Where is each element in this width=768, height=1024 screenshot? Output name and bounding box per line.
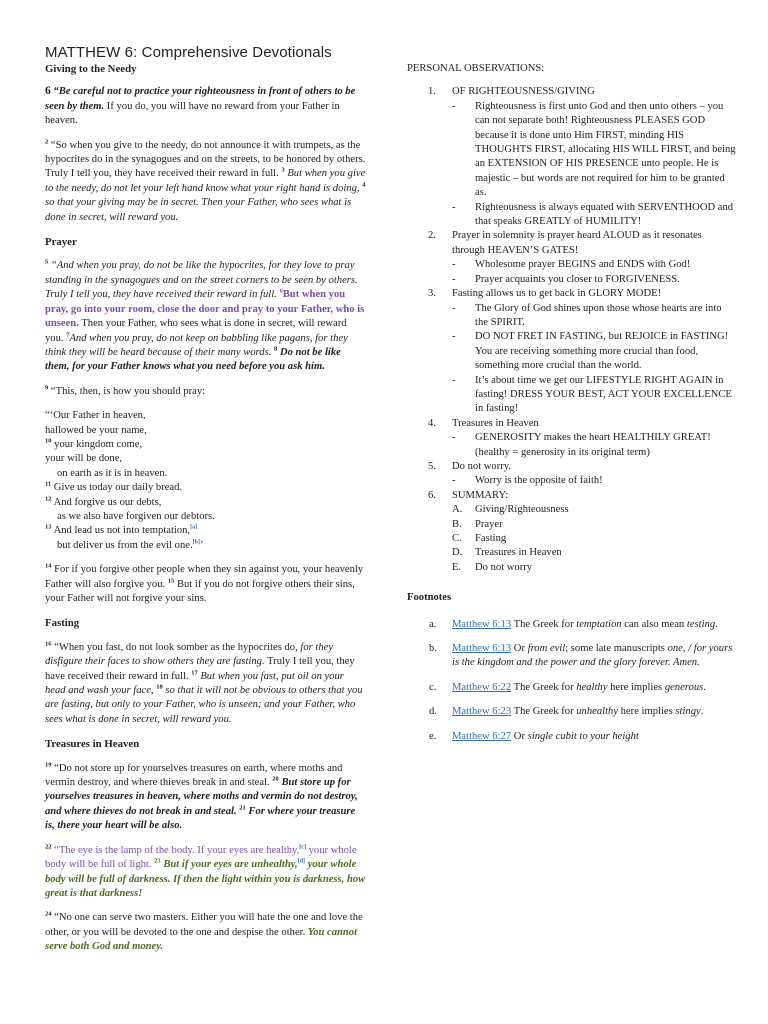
footnote-item: e. Matthew 6:27 Or single cubit to your height [429, 730, 639, 742]
observations-column [407, 62, 737, 754]
observation-sub-item: - Worry is the opposite of faith! [452, 475, 603, 487]
footnote-link-d[interactable]: [d] [297, 858, 306, 865]
section-heading-fasting: Fasting [45, 617, 80, 630]
footnote-verse-link[interactable]: Matthew 6:22 [452, 681, 512, 693]
footnote-link-c[interactable]: [c] [299, 844, 306, 851]
observation-sub-item: - Righteousness is first unto God and then unto others – you can not separate both! Righteousness PLEASES GOD because it is done unto Him FIRST, minding HIS THOUGHTS FIRST, allocating HIS WILL FIRST, and being an EXTENSION OF HIS PRESENCE unto people. He is majestic – but words are not required for him to be granted as. [452, 100, 736, 199]
observation-sub-item: - GENEROSITY makes the heart HEALTHILY GREAT! (healthy = generosity in its original term) [452, 432, 711, 458]
summary-list [452, 503, 737, 575]
observations-list [407, 85, 737, 575]
summary-entry: D. Treasures in Heaven [452, 547, 562, 559]
footnote-item: d. Matthew 6:23 The Greek for unhealthy here implies stingy. [429, 706, 704, 718]
verse-6-1: 6 “Be careful not to practice your righteousness in front of others to be seen by them. If you do, you will have no reward from your Father in heaven. [45, 85, 356, 127]
verse-19-21: $^{19}$ “Do not store up for yourselves treasures on earth, where moths and vermin destroy, and where thieves break in and steal. $^{20}$ But store up for yourselves treasures in heaven, where moths and vermin do not destroy, and where thieves do not break in and steal. $^{21}$ For where your treasure is, there your heart will be also. [45, 761, 358, 832]
verse-1-emphasis: Be careful not to practice your righteousness in front of others to be seen by them. [45, 86, 356, 112]
observation-item: 1. OF RIGHTEOUSNESS/GIVING - Righteousness is first unto God and then unto others – you can not separate both! Righteousness PLEASES GOD because it is done unto Him FIRST, minding HIS THOUGHTS FIRST, allocating HIS WILL FIRST, and being an EXTENSION OF HIS PRESENCE unto people. He is majestic – but words are not required for him to be granted as. - Righteousness is always equated with SERVENTHOOD and that speaks GREATLY of HUMILITY! [407, 85, 737, 229]
scripture-column [45, 62, 367, 965]
observation-item: 5. Do not worry. - Worry is the opposite of faith! [407, 460, 737, 489]
footnotes-heading: Footnotes [407, 592, 452, 604]
verse-24: $^{24}$ “No one can serve two masters. Either you will hate the one and love the other, or you will be devoted to the one and despise the other. You cannot serve both God and money. [45, 910, 363, 953]
verse-9: $^9$ “This, then, is how you should pray: [45, 384, 206, 397]
footnote-link-a[interactable]: [a] [190, 524, 198, 531]
observation-sub-item: - The Glory of God shines upon those whose hearts are into the SPIRIT. [452, 302, 722, 328]
summary-entry: E. Do not worry [452, 561, 533, 573]
verse-14-15: $^{14}$ For if you forgive other people when they sin against you, your heavenly Father will also forgive you. $^{15}$ But if you do not forgive others their sins, your Father will not forgive your sins. [45, 562, 364, 604]
footnote-item: b. Matthew 6:13 Or from evil; some late manuscripts one, / for yours is the kingdom and the power and the glory forever. Amen. [429, 643, 733, 669]
observation-sub-item: - Wholesome prayer BEGINS and ENDS with God! [452, 259, 691, 271]
summary-entry: C. Fasting [452, 533, 507, 544]
footnote-verse-link[interactable]: Matthew 6:13 [452, 643, 512, 655]
observations-heading: PERSONAL OBSERVATIONS: [407, 63, 545, 74]
observation-item: 2. Prayer in solemnity is prayer heard ALOUD as it resonates through HEAVEN’S GATES! - Wholesome prayer BEGINS and ENDS with God! - Prayer acquaints you closer to FORGIVENESS. [407, 229, 737, 287]
footnote-link-b[interactable]: [b] [192, 539, 200, 546]
summary-entry: A. Giving/Righteousness [452, 504, 569, 516]
lords-prayer: “‘Our Father in heaven, hallowed be your name, $^{10}$ your kingdom come, your will be done, on earth as it is in heaven. $^{11}$ Give us today our daily bread. $^{12}$ And forgive us our debts, as we also have forgiven our debtors. $^{13}$ And lead us not into temptation,[a] but deliver us from the evil one.[b]’ [45, 410, 215, 551]
verse-22-23: $^{22}$ “The eye is the lamp of the body. If your eyes are healthy,[c] your whole body will be full of light. $^{23}$ But if your eyes are unhealthy,[d] your whole body will be full of darkness. If then the light within you is darkness, how great is that darkness! [45, 843, 366, 899]
footnote-item: a. Matthew 6:13 The Greek for temptation can also mean testing. [429, 618, 718, 630]
footnotes-list [407, 618, 737, 744]
verse-5-8: $^5$ “And when you pray, do not be like the hypocrites, for they love to pray standing in the synagogues and on the street corners to be seen by others. Truly I tell you, they have received their reward in full. $^6$But when you pray, go into your room, close the door and pray to your Father, who is unseen. Then your Father, who sees what is done in secret, will reward you. $^7$And when you pray, do not keep on babbling like pagans, for they think they will be heard because of their many words. $^8$ Do not be like them, for your Father knows what you need before you ask him. [45, 258, 365, 373]
observation-sub-item: - It’s about time we get our LIFESTYLE RIGHT AGAIN in fasting! DRESS YOUR BEST, ACT YOUR EXCELLENCE in fasting! [452, 374, 732, 415]
observation-sub-item: - Righteousness is always equated with SERVENTHOOD and that speaks GREATLY of HUMILITY! [452, 201, 734, 228]
observation-item: 4. Treasures in Heaven - GENEROSITY makes the heart HEALTHILY GREAT! (healthy = generosity in its original term) [407, 417, 737, 460]
observation-item: 3. Fasting allows us to get back in GLORY MODE! - The Glory of God shines upon those whose hearts are into the SPIRIT. - DO NOT FRET IN FASTING, but REJOICE in FASTING! You are receiving something more crucial than food, something more crucial than the world. - It’s about time we get our LIFESTYLE RIGHT AGAIN in fasting! DRESS YOUR BEST, ACT YOUR EXCELLENCE in fasting! [407, 287, 737, 417]
chapter-number: 6 [45, 85, 51, 98]
section-heading-prayer: Prayer [45, 236, 77, 249]
summary-item: 6. SUMMARY: A. Giving/Righteousness B. Prayer C. Fasting D. Treasures in Heaven E. Do not worry [407, 489, 737, 575]
section-heading-giving: Giving to the Needy [45, 63, 137, 75]
footnote-item: c. Matthew 6:22 The Greek for healthy here implies generous. [429, 681, 706, 693]
page-title: MATTHEW 6: Comprehensive Devotionals [45, 44, 332, 61]
verse-16-18: $^{16}$ “When you fast, do not look somber as the hypocrites do, for they disfigure their faces to show others they are fasting. Truly I tell you, they have received their reward in full. $^{17}$ But when you fast, put oil on your head and wash your face, $^{18}$ so that it will not be obvious to others that you are fasting, but only to your Father, who is unseen; and your Father, who sees what is done in secret, will reward you. [45, 640, 363, 725]
verse-6-emphasis: But when you pray, go into your room, close the door and pray to your Father, who is unseen. [45, 289, 365, 330]
footnote-verse-link[interactable]: Matthew 6:23 [452, 706, 512, 718]
section-heading-treasures: Treasures in Heaven [45, 738, 140, 751]
footnote-verse-link[interactable]: Matthew 6:13 [452, 618, 512, 630]
footnote-verse-link[interactable]: Matthew 6:27 [452, 730, 512, 742]
observation-sub-item: - Prayer acquaints you closer to FORGIVENESS. [452, 273, 680, 285]
observation-sub-item: - DO NOT FRET IN FASTING, but REJOICE in FASTING! You are receiving something more crucial than food, something more crucial than the world. [452, 331, 729, 372]
summary-entry: B. Prayer [452, 518, 503, 530]
verse-2-4: $^2$ “So when you give to the needy, do not announce it with trumpets, as the hypocrites do in the synagogues and on the streets, to be honored by others. Truly I tell you, they have received their reward in full. $^3$ But when you give to the needy, do not let your left hand know what your right hand is doing, $^4$ so that your giving may be in secret. Then your Father, who sees what is done in secret, will reward you. [45, 138, 366, 223]
